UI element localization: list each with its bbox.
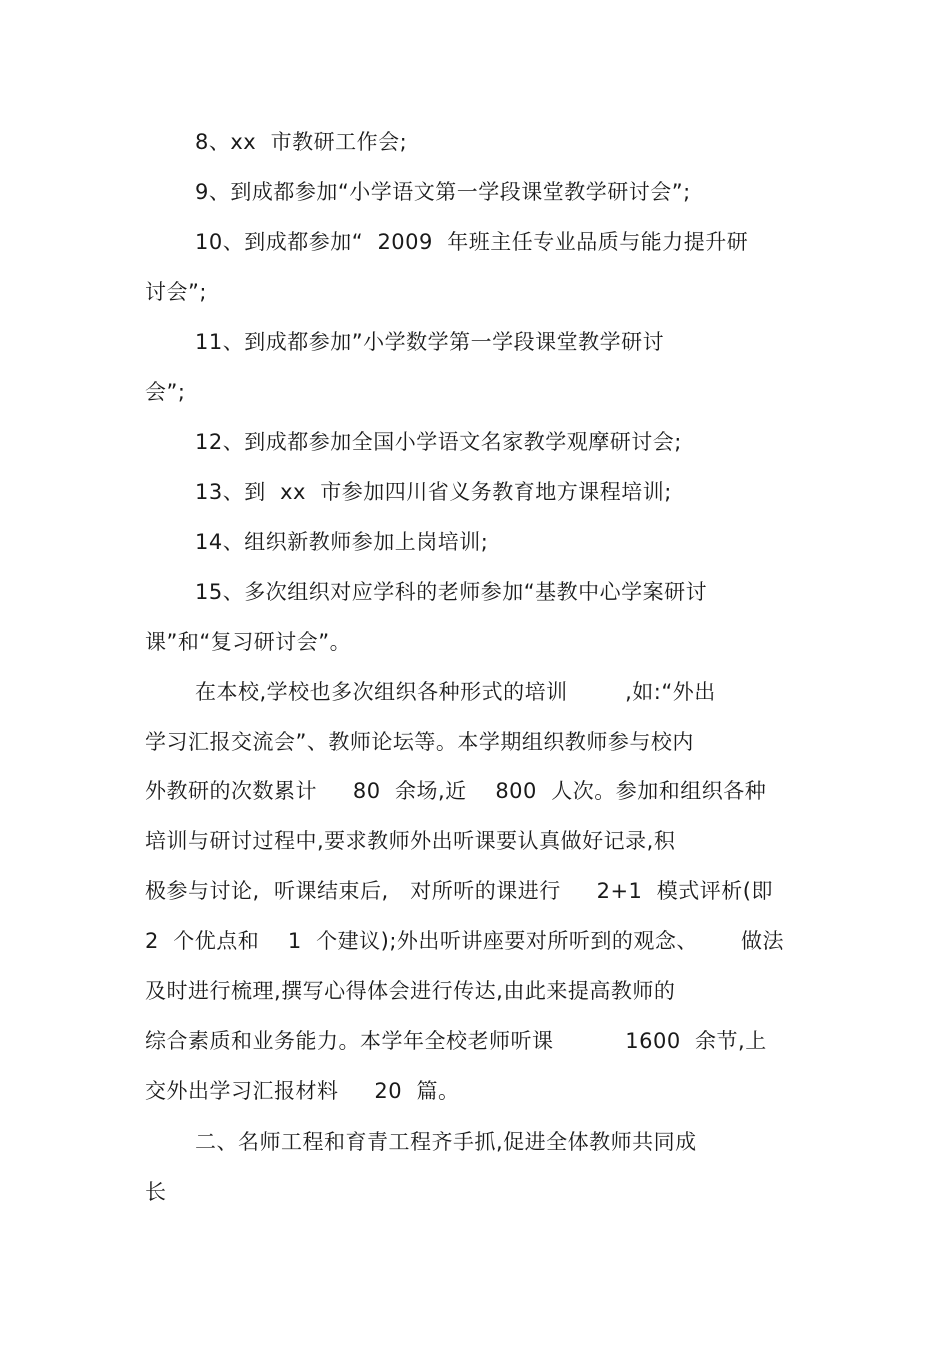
text-line: 综合素质和业务能力。本学年全校老师听课 1600 余节,上 xyxy=(145,1029,767,1053)
text-line: 14、组织新教师参加上岗培训; xyxy=(195,530,489,554)
text-line: 9、到成都参加“小学语文第一学段课堂教学研讨会”; xyxy=(195,180,691,204)
section-heading: 二、名师工程和育青工程齐手抓,促进全体教师共同成 xyxy=(195,1130,697,1154)
text-line: 12、到成都参加全国小学语文名家教学观摩研讨会; xyxy=(195,430,682,454)
text-line: 交外出学习汇报材料 20 篇。 xyxy=(145,1079,460,1103)
text-line: 10、到成都参加“ 2009 年班主任专业品质与能力提升研 xyxy=(195,230,749,254)
text-line: 讨会”; xyxy=(145,280,207,304)
text-line: 培训与研讨过程中,要求教师外出听课要认真做好记录,积 xyxy=(145,829,676,853)
text-line: 极参与讨论, 听课结束后, 对所听的课进行 2+1 模式评析(即 xyxy=(145,879,773,903)
text-line: 及时进行梳理,撰写心得体会进行传达,由此来提高教师的 xyxy=(145,979,676,1003)
section-heading-continued: 长 xyxy=(145,1180,167,1204)
text-line: 会”; xyxy=(145,380,186,404)
text-line: 2 个优点和 1 个建议);外出听讲座要对所听到的观念、 做法 xyxy=(145,929,784,953)
text-line: 学习汇报交流会”、教师论坛等。本学期组织教师参与校内 xyxy=(145,730,694,754)
text-line: 外教研的次数累计 80 余场,近 800 人次。参加和组织各种 xyxy=(145,779,767,803)
text-line: 在本校,学校也多次组织各种形式的培训 ,如:“外出 xyxy=(195,680,716,704)
text-line: 课”和“复习研讨会”。 xyxy=(145,630,352,654)
text-line: 11、到成都参加”小学数学第一学段课堂教学研讨 xyxy=(195,330,665,354)
text-line: 15、多次组织对应学科的老师参加“基教中心学案研讨 xyxy=(195,580,708,604)
text-line: 8、xx 市教研工作会; xyxy=(195,130,408,154)
text-line: 13、到 xx 市参加四川省义务教育地方课程培训; xyxy=(195,480,672,504)
